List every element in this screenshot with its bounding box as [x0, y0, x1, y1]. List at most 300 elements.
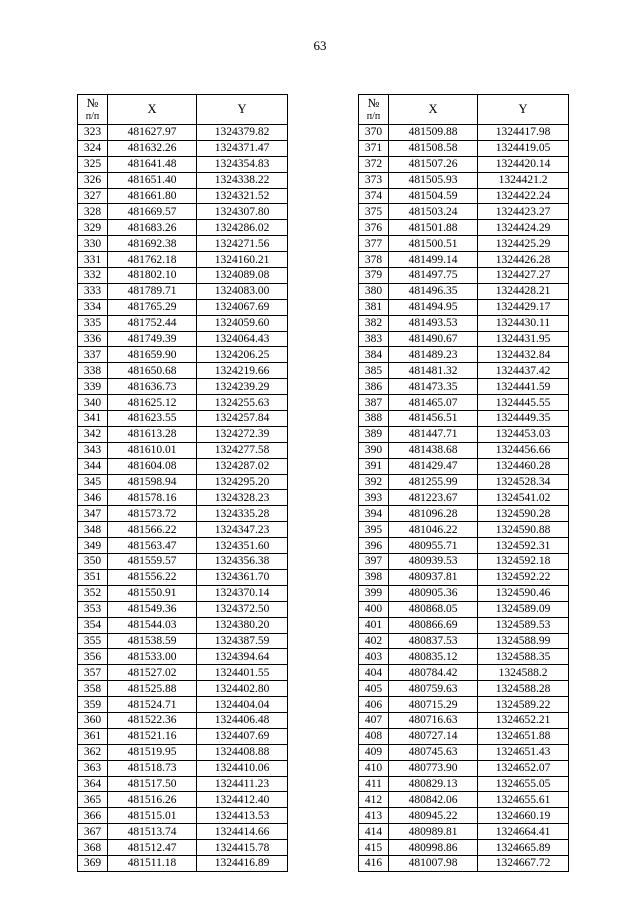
x-coordinate-cell: 481522.36	[108, 712, 197, 728]
table-row	[359, 268, 569, 284]
x-column-header: X	[108, 95, 197, 125]
table-row	[78, 760, 288, 776]
table-row	[78, 395, 288, 411]
x-coordinate-cell: 481533.00	[108, 649, 197, 665]
y-coordinate-cell: 1324421.2	[478, 172, 569, 188]
y-coordinate-cell: 1324351.60	[197, 538, 288, 554]
x-coordinate-cell: 481507.26	[389, 156, 478, 172]
table-row	[78, 411, 288, 427]
x-coordinate-cell: 481473.35	[389, 379, 478, 395]
table-row	[359, 522, 569, 538]
table-row	[359, 538, 569, 554]
row-number-cell: 383	[359, 331, 389, 347]
row-number-cell: 357	[78, 665, 108, 681]
number-header-label: №	[367, 95, 380, 110]
row-number-cell: 389	[359, 426, 389, 442]
table-row	[78, 172, 288, 188]
x-coordinate-cell: 481517.50	[108, 776, 197, 792]
row-number-cell: 346	[78, 490, 108, 506]
y-coordinate-cell: 1324083.00	[197, 283, 288, 299]
table-row	[78, 617, 288, 633]
table-row	[78, 840, 288, 856]
row-number-cell: 369	[78, 855, 108, 871]
row-number-cell: 391	[359, 458, 389, 474]
x-coordinate-cell: 480759.63	[389, 681, 478, 697]
table-row	[359, 633, 569, 649]
coordinates-table-right	[358, 94, 569, 872]
table-row	[78, 347, 288, 363]
row-number-cell: 409	[359, 744, 389, 760]
table-row	[359, 474, 569, 490]
table-row	[78, 712, 288, 728]
table-row	[359, 506, 569, 522]
table-row	[78, 204, 288, 220]
table-row	[78, 299, 288, 315]
y-coordinate-cell: 1324272.39	[197, 426, 288, 442]
number-column-header	[359, 95, 389, 125]
x-coordinate-cell: 481549.36	[108, 601, 197, 617]
y-coordinate-cell: 1324089.08	[197, 268, 288, 284]
x-coordinate-cell: 480866.69	[389, 617, 478, 633]
table-row	[359, 426, 569, 442]
y-coordinate-cell: 1324590.46	[478, 585, 569, 601]
y-coordinate-cell: 1324372.50	[197, 601, 288, 617]
table-row	[78, 776, 288, 792]
row-number-cell: 338	[78, 363, 108, 379]
x-coordinate-cell: 481493.53	[389, 315, 478, 331]
y-coordinate-cell: 1324328.23	[197, 490, 288, 506]
row-number-cell: 407	[359, 712, 389, 728]
y-coordinate-cell: 1324445.55	[478, 395, 569, 411]
row-number-cell: 341	[78, 411, 108, 427]
table-row	[359, 204, 569, 220]
row-number-cell: 344	[78, 458, 108, 474]
x-coordinate-cell: 481598.94	[108, 474, 197, 490]
table-row	[359, 601, 569, 617]
table-row	[78, 824, 288, 840]
row-number-cell: 392	[359, 474, 389, 490]
table-row	[78, 458, 288, 474]
x-coordinate-cell: 480784.42	[389, 665, 478, 681]
row-number-cell: 351	[78, 569, 108, 585]
x-coordinate-cell: 480945.22	[389, 808, 478, 824]
row-number-cell: 366	[78, 808, 108, 824]
table-row	[359, 840, 569, 856]
row-number-cell: 324	[78, 140, 108, 156]
row-number-cell: 384	[359, 347, 389, 363]
table-row	[78, 315, 288, 331]
x-coordinate-cell: 481527.02	[108, 665, 197, 681]
y-coordinate-cell: 1324067.69	[197, 299, 288, 315]
row-number-cell: 335	[78, 315, 108, 331]
table-row	[359, 681, 569, 697]
x-coordinate-cell: 481516.26	[108, 792, 197, 808]
table-row	[78, 585, 288, 601]
table-row	[359, 442, 569, 458]
y-coordinate-cell: 1324589.09	[478, 601, 569, 617]
row-number-cell: 382	[359, 315, 389, 331]
table-row	[78, 331, 288, 347]
y-coordinate-cell: 1324429.17	[478, 299, 569, 315]
row-number-cell: 328	[78, 204, 108, 220]
y-coordinate-cell: 1324338.22	[197, 172, 288, 188]
x-coordinate-cell: 481749.39	[108, 331, 197, 347]
x-coordinate-cell: 481504.59	[389, 188, 478, 204]
table-row	[359, 411, 569, 427]
x-coordinate-cell: 481802.10	[108, 268, 197, 284]
x-coordinate-cell: 481563.47	[108, 538, 197, 554]
table-row	[78, 522, 288, 538]
y-coordinate-cell: 1324321.52	[197, 188, 288, 204]
y-coordinate-cell: 1324356.38	[197, 554, 288, 570]
table-row	[359, 458, 569, 474]
x-column-header: X	[389, 95, 478, 125]
row-number-cell: 412	[359, 792, 389, 808]
row-number-cell: 397	[359, 554, 389, 570]
row-number-cell: 336	[78, 331, 108, 347]
row-number-cell: 396	[359, 538, 389, 554]
number-header-sublabel: п/п	[366, 110, 381, 122]
x-coordinate-cell: 481651.40	[108, 172, 197, 188]
row-number-cell: 385	[359, 363, 389, 379]
table-row	[359, 315, 569, 331]
table-row	[78, 792, 288, 808]
y-coordinate-cell: 1324652.07	[478, 760, 569, 776]
y-coordinate-cell: 1324371.47	[197, 140, 288, 156]
table-row	[359, 156, 569, 172]
y-coordinate-cell: 1324401.55	[197, 665, 288, 681]
x-coordinate-cell: 480837.53	[389, 633, 478, 649]
table-row	[359, 569, 569, 585]
table-row	[359, 697, 569, 713]
y-coordinate-cell: 1324667.72	[478, 855, 569, 871]
x-coordinate-cell: 481096.28	[389, 506, 478, 522]
table-body-right	[359, 125, 569, 872]
row-number-cell: 362	[78, 744, 108, 760]
row-number-cell: 387	[359, 395, 389, 411]
y-coordinate-cell: 1324406.48	[197, 712, 288, 728]
table-row	[359, 824, 569, 840]
table-row	[78, 236, 288, 252]
y-coordinate-cell: 1324651.88	[478, 728, 569, 744]
y-coordinate-cell: 1324160.21	[197, 252, 288, 268]
y-coordinate-cell: 1324441.59	[478, 379, 569, 395]
table-row	[359, 554, 569, 570]
x-coordinate-cell: 481511.18	[108, 855, 197, 871]
x-coordinate-cell: 481503.24	[389, 204, 478, 220]
page-number: 63	[313, 38, 327, 53]
table-row	[359, 220, 569, 236]
row-number-cell: 368	[78, 840, 108, 856]
y-coordinate-cell: 1324387.59	[197, 633, 288, 649]
y-coordinate-cell: 1324410.06	[197, 760, 288, 776]
y-coordinate-cell: 1324456.66	[478, 442, 569, 458]
x-coordinate-cell: 480989.81	[389, 824, 478, 840]
table-row	[78, 283, 288, 299]
y-coordinate-cell: 1324589.22	[478, 697, 569, 713]
y-coordinate-cell: 1324414.66	[197, 824, 288, 840]
y-coordinate-cell: 1324287.02	[197, 458, 288, 474]
y-coordinate-cell: 1324402.80	[197, 681, 288, 697]
y-coordinate-cell: 1324424.29	[478, 220, 569, 236]
y-coordinate-cell: 1324592.31	[478, 538, 569, 554]
y-coordinate-cell: 1324286.02	[197, 220, 288, 236]
table-row	[78, 681, 288, 697]
row-number-cell: 363	[78, 760, 108, 776]
table-row	[78, 633, 288, 649]
x-coordinate-cell: 480829.13	[389, 776, 478, 792]
row-number-cell: 381	[359, 299, 389, 315]
y-coordinate-cell: 1324437.42	[478, 363, 569, 379]
row-number-cell: 331	[78, 252, 108, 268]
x-coordinate-cell: 480716.63	[389, 712, 478, 728]
x-coordinate-cell: 481524.71	[108, 697, 197, 713]
x-coordinate-cell: 480868.05	[389, 601, 478, 617]
table-row	[78, 490, 288, 506]
table-row	[359, 379, 569, 395]
row-number-cell: 360	[78, 712, 108, 728]
x-coordinate-cell: 481429.47	[389, 458, 478, 474]
table-row	[359, 283, 569, 299]
row-number-cell: 330	[78, 236, 108, 252]
x-coordinate-cell: 481525.88	[108, 681, 197, 697]
y-coordinate-cell: 1324427.27	[478, 268, 569, 284]
number-header-sublabel: п/п	[85, 110, 100, 122]
row-number-cell: 375	[359, 204, 389, 220]
x-coordinate-cell: 481046.22	[389, 522, 478, 538]
row-number-cell: 380	[359, 283, 389, 299]
x-coordinate-cell: 481490.67	[389, 331, 478, 347]
y-column-header: Y	[478, 95, 569, 125]
y-coordinate-cell: 1324430.11	[478, 315, 569, 331]
row-number-cell: 376	[359, 220, 389, 236]
row-number-cell: 404	[359, 665, 389, 681]
table-row	[78, 506, 288, 522]
table-row	[78, 252, 288, 268]
table-row	[78, 601, 288, 617]
y-coordinate-cell: 1324394.64	[197, 649, 288, 665]
row-number-cell: 329	[78, 220, 108, 236]
x-coordinate-cell: 481497.75	[389, 268, 478, 284]
table-row	[359, 712, 569, 728]
x-coordinate-cell: 481518.73	[108, 760, 197, 776]
x-coordinate-cell: 481508.58	[389, 140, 478, 156]
x-coordinate-cell: 481566.22	[108, 522, 197, 538]
x-coordinate-cell: 480745.63	[389, 744, 478, 760]
row-number-cell: 323	[78, 125, 108, 141]
table-row	[78, 697, 288, 713]
x-coordinate-cell: 481465.07	[389, 395, 478, 411]
row-number-cell: 390	[359, 442, 389, 458]
row-number-cell: 350	[78, 554, 108, 570]
x-coordinate-cell: 481625.12	[108, 395, 197, 411]
row-number-cell: 342	[78, 426, 108, 442]
row-number-cell: 352	[78, 585, 108, 601]
y-coordinate-cell: 1324404.04	[197, 697, 288, 713]
x-coordinate-cell: 481765.29	[108, 299, 197, 315]
row-number-cell: 343	[78, 442, 108, 458]
table-row	[359, 395, 569, 411]
x-coordinate-cell: 481519.95	[108, 744, 197, 760]
x-coordinate-cell: 481538.59	[108, 633, 197, 649]
row-number-cell: 370	[359, 125, 389, 141]
table-row	[78, 188, 288, 204]
y-coordinate-cell: 1324219.66	[197, 363, 288, 379]
number-header-label: №	[86, 95, 99, 110]
row-number-cell: 388	[359, 411, 389, 427]
y-coordinate-cell: 1324255.63	[197, 395, 288, 411]
table-row	[359, 188, 569, 204]
y-coordinate-cell: 1324592.22	[478, 569, 569, 585]
table-row	[359, 331, 569, 347]
row-number-cell: 377	[359, 236, 389, 252]
y-coordinate-cell: 1324528.34	[478, 474, 569, 490]
x-coordinate-cell: 480773.90	[389, 760, 478, 776]
x-coordinate-cell: 481447.71	[389, 426, 478, 442]
y-coordinate-cell: 1324588.35	[478, 649, 569, 665]
row-number-cell: 395	[359, 522, 389, 538]
y-coordinate-cell: 1324655.61	[478, 792, 569, 808]
y-coordinate-cell: 1324660.19	[478, 808, 569, 824]
y-coordinate-cell: 1324590.28	[478, 506, 569, 522]
row-number-cell: 364	[78, 776, 108, 792]
y-coordinate-cell: 1324589.53	[478, 617, 569, 633]
y-coordinate-cell: 1324257.84	[197, 411, 288, 427]
y-coordinate-cell: 1324271.56	[197, 236, 288, 252]
x-coordinate-cell: 481499.14	[389, 252, 478, 268]
y-coordinate-cell: 1324295.20	[197, 474, 288, 490]
table-row	[359, 665, 569, 681]
y-coordinate-cell: 1324361.70	[197, 569, 288, 585]
y-coordinate-cell: 1324664.41	[478, 824, 569, 840]
row-number-cell: 408	[359, 728, 389, 744]
row-number-cell: 400	[359, 601, 389, 617]
x-coordinate-cell: 481573.72	[108, 506, 197, 522]
row-number-cell: 374	[359, 188, 389, 204]
row-number-cell: 339	[78, 379, 108, 395]
row-number-cell: 414	[359, 824, 389, 840]
row-number-cell: 340	[78, 395, 108, 411]
x-coordinate-cell: 480998.86	[389, 840, 478, 856]
x-coordinate-cell: 481610.01	[108, 442, 197, 458]
row-number-cell: 361	[78, 728, 108, 744]
x-coordinate-cell: 481636.73	[108, 379, 197, 395]
y-coordinate-cell: 1324379.82	[197, 125, 288, 141]
x-coordinate-cell: 481659.90	[108, 347, 197, 363]
table-row	[359, 776, 569, 792]
table-row	[359, 236, 569, 252]
row-number-cell: 358	[78, 681, 108, 697]
table-row	[78, 220, 288, 236]
table-row	[78, 649, 288, 665]
y-coordinate-cell: 1324588.28	[478, 681, 569, 697]
y-coordinate-cell: 1324380.20	[197, 617, 288, 633]
x-coordinate-cell: 481632.26	[108, 140, 197, 156]
x-coordinate-cell: 480955.71	[389, 538, 478, 554]
y-coordinate-cell: 1324408.88	[197, 744, 288, 760]
row-number-cell: 359	[78, 697, 108, 713]
table-row	[359, 252, 569, 268]
row-number-cell: 416	[359, 855, 389, 871]
y-coordinate-cell: 1324431.95	[478, 331, 569, 347]
row-number-cell: 367	[78, 824, 108, 840]
row-number-cell: 378	[359, 252, 389, 268]
row-number-cell: 413	[359, 808, 389, 824]
x-coordinate-cell: 481515.01	[108, 808, 197, 824]
y-coordinate-cell: 1324417.98	[478, 125, 569, 141]
y-coordinate-cell: 1324665.89	[478, 840, 569, 856]
x-coordinate-cell: 480937.81	[389, 569, 478, 585]
x-coordinate-cell: 481255.99	[389, 474, 478, 490]
row-number-cell: 401	[359, 617, 389, 633]
table-row	[78, 379, 288, 395]
row-number-cell: 356	[78, 649, 108, 665]
table-row	[78, 744, 288, 760]
row-number-cell: 410	[359, 760, 389, 776]
x-coordinate-cell: 481762.18	[108, 252, 197, 268]
y-coordinate-cell: 1324655.05	[478, 776, 569, 792]
x-coordinate-cell: 481223.67	[389, 490, 478, 506]
table-row	[78, 569, 288, 585]
x-coordinate-cell: 481501.88	[389, 220, 478, 236]
y-coordinate-cell: 1324277.58	[197, 442, 288, 458]
x-coordinate-cell: 481641.48	[108, 156, 197, 172]
row-number-cell: 347	[78, 506, 108, 522]
table-row	[359, 808, 569, 824]
x-coordinate-cell: 481604.08	[108, 458, 197, 474]
row-number-cell: 386	[359, 379, 389, 395]
y-coordinate-cell: 1324420.14	[478, 156, 569, 172]
row-number-cell: 371	[359, 140, 389, 156]
y-coordinate-cell: 1324588.2	[478, 665, 569, 681]
row-number-cell: 327	[78, 188, 108, 204]
x-coordinate-cell: 481438.68	[389, 442, 478, 458]
table-row	[359, 172, 569, 188]
row-number-cell: 326	[78, 172, 108, 188]
y-coordinate-cell: 1324206.25	[197, 347, 288, 363]
x-coordinate-cell: 480905.36	[389, 585, 478, 601]
y-coordinate-cell: 1324460.28	[478, 458, 569, 474]
row-number-cell: 345	[78, 474, 108, 490]
table-row	[78, 554, 288, 570]
row-number-cell: 372	[359, 156, 389, 172]
x-coordinate-cell: 481578.16	[108, 490, 197, 506]
row-number-cell: 403	[359, 649, 389, 665]
table-row	[78, 426, 288, 442]
table-header-row	[359, 95, 569, 125]
y-coordinate-cell: 1324425.29	[478, 236, 569, 252]
row-number-cell: 394	[359, 506, 389, 522]
table-row	[359, 744, 569, 760]
x-coordinate-cell: 480835.12	[389, 649, 478, 665]
y-coordinate-cell: 1324432.84	[478, 347, 569, 363]
row-number-cell: 393	[359, 490, 389, 506]
x-coordinate-cell: 481509.88	[389, 125, 478, 141]
x-coordinate-cell: 481489.23	[389, 347, 478, 363]
x-coordinate-cell: 481559.57	[108, 554, 197, 570]
x-coordinate-cell: 481513.74	[108, 824, 197, 840]
y-coordinate-cell: 1324370.14	[197, 585, 288, 601]
row-number-cell: 354	[78, 617, 108, 633]
y-coordinate-cell: 1324413.53	[197, 808, 288, 824]
table-row	[359, 490, 569, 506]
y-coordinate-cell: 1324588.99	[478, 633, 569, 649]
table-row	[359, 728, 569, 744]
y-column-header: Y	[197, 95, 288, 125]
x-coordinate-cell: 481556.22	[108, 569, 197, 585]
y-coordinate-cell: 1324411.23	[197, 776, 288, 792]
row-number-cell: 333	[78, 283, 108, 299]
